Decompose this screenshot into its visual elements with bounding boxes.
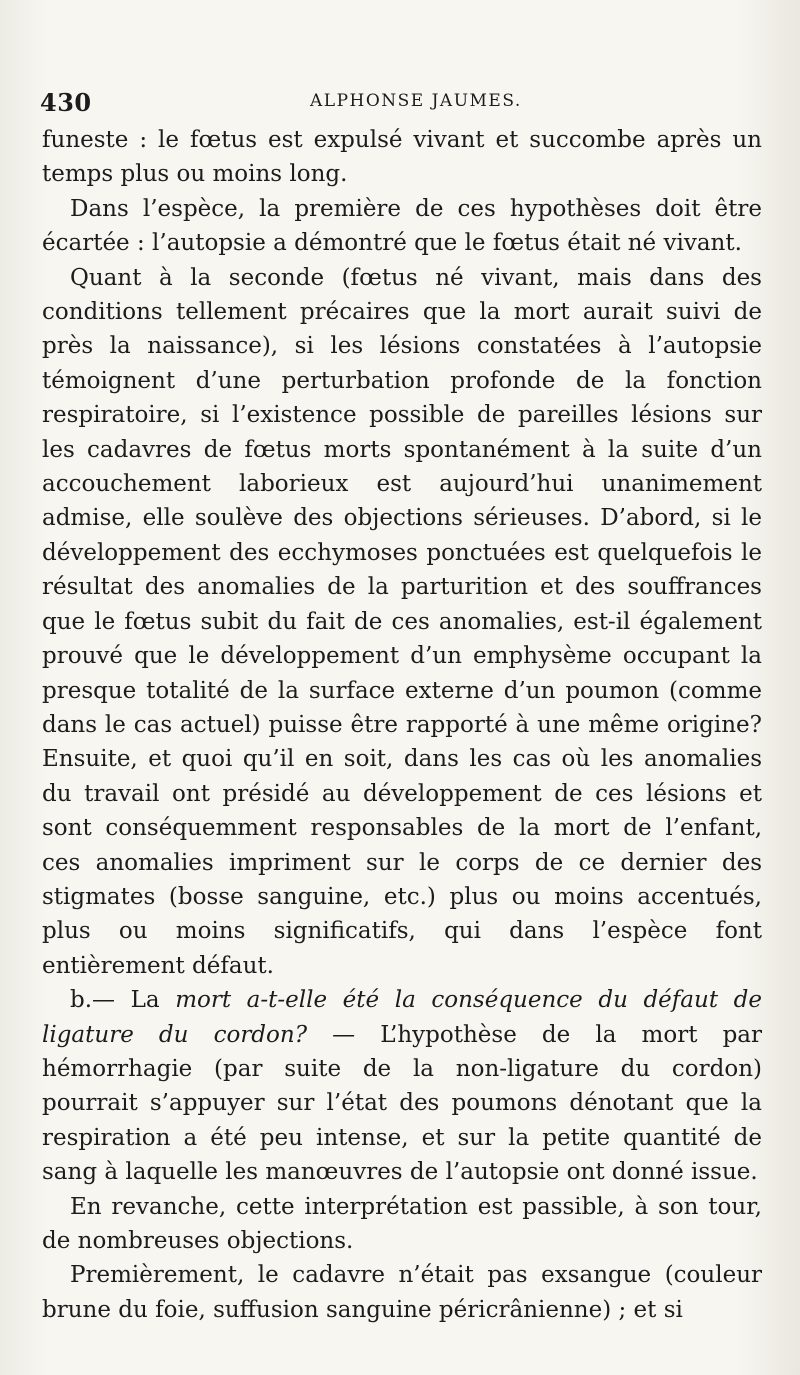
paragraph: funeste : le fœtus est expulsé vivant et succombe après un temps plus ou moins long. bbox=[42, 127, 762, 188]
paragraph: Quant à la seconde (fœtus né vivant, mais dans des conditions tellement précaires que la mort aurait suivi de près la naissance), si les lésions constatées à l’autopsie témoignent d’une perturbation profonde de la fonction respiratoire, si l’existence possible de pareilles lésions sur les cadavres de fœtus morts spontanément à la suite d’un accouchement laborieux est aujourd’hui unanimement admise, elle soulève des objections sérieuses. D’abord, si le développement des ecchymoses ponctuées est quelquefois le résultat des anomalies de la parturition et des souffrances que le fœtus subit du fait de ces anomalies, est-il également prouvé que le développement d’un emphysème occupant la presque totalité de la surface externe d’un poumon (comme dans le cas actuel) puisse être rapporté à une même origine? Ensuite, et quoi qu’il en soit, dans les cas où les anomalies du travail ont présidé au développement de ces lésions et sont conséquemment responsables de la mort de l’enfant, ces anomalies impriment sur le corps de ce dernier des stigmates (bosse sanguine, etc.) plus ou moins accentués, plus ou moins significatifs, qui dans l’espèce font entièrement défaut. bbox=[42, 264, 762, 979]
page-header bbox=[40, 88, 760, 124]
paragraph bbox=[42, 983, 762, 1189]
paragraph-text: — L’hypothèse de la mort par hémorrhagie (par suite de la non-ligature du cordon) pourrait s’appuyer sur l’état des poumons dénotant que la respiration a été peu intense, et sur la petite quantité de sang à laquelle les manœuvres de l’autopsie ont donné issue. bbox=[42, 1021, 763, 1186]
page-number: 430 bbox=[40, 88, 92, 117]
section-marker: b.— La bbox=[70, 987, 176, 1014]
paragraph: Dans l’espèce, la première de ces hypothèses doit être écartée : l’autopsie a démontré que le fœtus était né vivant. bbox=[42, 195, 762, 257]
body-text bbox=[42, 123, 762, 1327]
paragraph: En revanche, cette interprétation est passible, à son tour, de nombreuses objections. bbox=[42, 1193, 762, 1254]
paragraph: Premièrement, le cadavre n’était pas exsangue (couleur brune du foie, suffusion sanguine péricrânienne) ; et si bbox=[42, 1262, 762, 1323]
section-question: mort a-t-elle été la conséquence du défaut de ligature du cordon? bbox=[42, 987, 762, 1048]
running-head: ALPHONSE JAUMES. bbox=[310, 91, 522, 111]
